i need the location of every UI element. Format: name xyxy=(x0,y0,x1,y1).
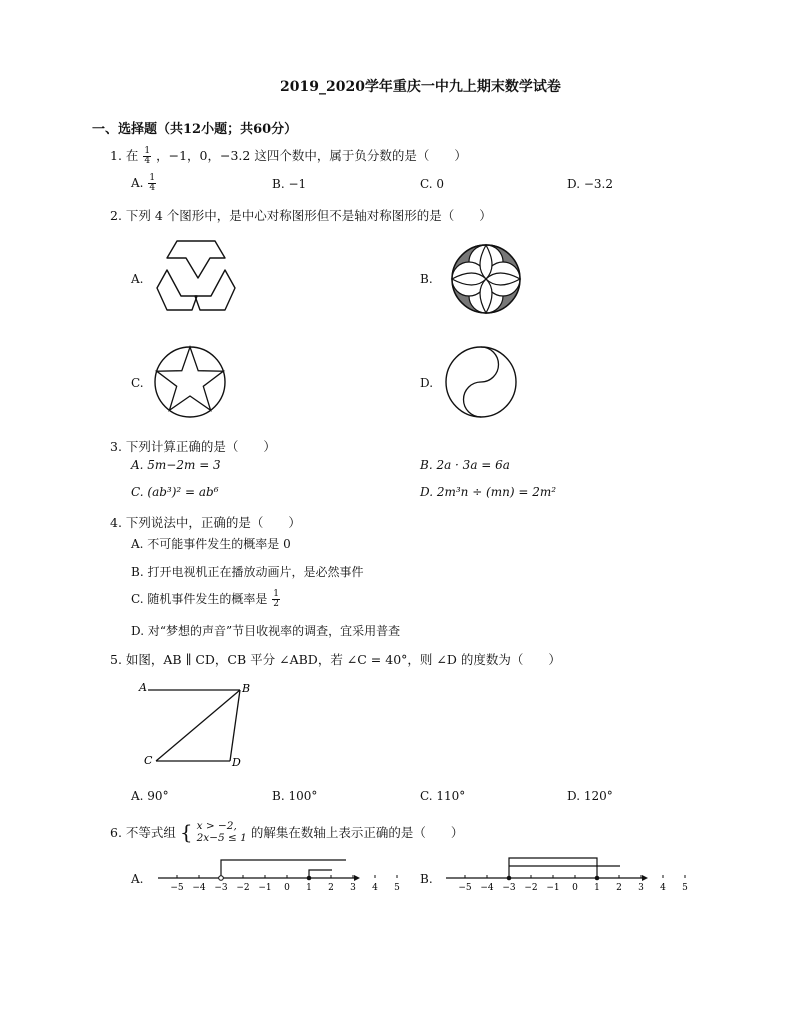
q1-fraction xyxy=(143,147,151,166)
q6-number-line-b xyxy=(444,852,688,894)
q4-option-d: D. 对“梦想的声音”节目收视率的调查，宜采用普查 xyxy=(131,624,401,638)
point-c-label: C xyxy=(144,754,153,767)
q3-option-c: C. (ab³)² = ab⁶ xyxy=(131,485,219,499)
q6-prefix: 6. 不等式组 xyxy=(110,825,176,840)
tick-label: 1 xyxy=(594,883,600,893)
q5-option-b: B. 100° xyxy=(272,789,318,803)
q4-option-b: B. 打开电视机正在播放动画片，是必然事件 xyxy=(131,565,364,579)
tick-label: 3 xyxy=(350,883,356,893)
q1-prefix: 1. 在 xyxy=(110,148,139,163)
q2-label-b: B. xyxy=(420,272,433,286)
q3-option-a: A. 5m−2m = 3 xyxy=(131,458,221,472)
tick-label: 2 xyxy=(328,883,334,893)
tick-label: −5 xyxy=(458,883,472,893)
q3-option-b: B. 2a · 3a = 6a xyxy=(420,458,510,472)
question-3: 3. 下列计算正确的是（ ） xyxy=(110,439,276,454)
q1-option-a-den: 4 xyxy=(149,183,156,193)
q3-option-d: D. 2m³n ÷ (mn) = 2m² xyxy=(420,485,557,499)
tick-label: −3 xyxy=(502,883,516,893)
q5-option-c: C. 110° xyxy=(420,789,466,803)
point-d-label: D xyxy=(232,756,241,769)
q2-label-d: D. xyxy=(420,376,434,390)
figure-a-three-polygons xyxy=(150,236,242,316)
question-2: 2. 下列 4 个图形中，是中心对称图形但不是轴对称图形的是（ ） xyxy=(110,208,492,223)
q6-suffix: 的解集在数轴上表示正确的是（ ） xyxy=(250,825,464,840)
q5-option-d: D. 120° xyxy=(567,789,613,803)
page-title: 2019_2020学年重庆一中九上期末数学试卷 xyxy=(280,79,561,95)
point-a-label: A xyxy=(139,681,147,694)
section-heading: 一、选择题（共12小题；共60分） xyxy=(92,122,298,137)
q4-option-c-den: 2 xyxy=(273,599,279,609)
q2-label-a: A. xyxy=(131,272,144,286)
q1-option-a-num: 1 xyxy=(149,173,156,183)
q6-label-b: B. xyxy=(420,872,433,886)
question-5: 5. 如图，AB ∥ CD，CB 平分 ∠ABD，若 ∠C = 40°，则 ∠D 的度数为（ ） xyxy=(110,652,561,667)
q6-label-a: A. xyxy=(131,872,144,886)
tick-label: −4 xyxy=(480,883,494,893)
q5-geometry-figure xyxy=(134,678,254,772)
q6-inequality-2: 2x−5 ≤ 1 xyxy=(196,832,247,844)
q6-number-line-a xyxy=(156,852,400,894)
q5-option-a: A. 90° xyxy=(131,789,169,803)
point-b-label: B xyxy=(242,682,251,695)
tick-label: 3 xyxy=(638,883,644,893)
tick-label: −1 xyxy=(258,883,272,893)
tick-label: 0 xyxy=(572,883,578,893)
question-6 xyxy=(110,820,463,844)
tick-label: −2 xyxy=(524,883,538,893)
q4-option-c-text: C. 随机事件发生的概率是 xyxy=(131,592,268,606)
q1-option-c: C. 0 xyxy=(420,177,445,191)
q4-option-c-num: 1 xyxy=(273,589,279,599)
tick-label: −3 xyxy=(214,883,228,893)
q1-frac-den: 4 xyxy=(144,156,151,166)
q1-option-a xyxy=(131,174,157,193)
q4-option-a: A. 不可能事件发生的概率是 0 xyxy=(131,537,291,551)
tick-label: 4 xyxy=(372,883,378,893)
tick-label: 0 xyxy=(284,883,290,893)
tick-label: 4 xyxy=(660,883,666,893)
tick-label: −5 xyxy=(170,883,184,893)
q4-option-c xyxy=(131,590,281,609)
tick-label: 5 xyxy=(394,883,400,893)
q1-option-b: B. −1 xyxy=(272,177,307,191)
q6-brace: { xyxy=(179,820,193,844)
figure-d-s-curve-circle xyxy=(443,344,519,420)
tick-label: 1 xyxy=(306,883,312,893)
tick-label: 5 xyxy=(682,883,688,893)
tick-label: 2 xyxy=(616,883,622,893)
q1-option-a-label: A. xyxy=(131,176,144,190)
figure-b-four-petal-circle xyxy=(450,243,522,315)
q1-rest: ，−1，0，−3.2 这四个数中，属于负分数的是（ ） xyxy=(156,148,467,163)
q2-label-c: C. xyxy=(131,376,144,390)
tick-label: −4 xyxy=(192,883,206,893)
q6-inequality-1: x > −2, xyxy=(196,820,237,832)
tick-label: −1 xyxy=(546,883,560,893)
question-1 xyxy=(110,146,467,166)
figure-c-star-in-circle xyxy=(152,344,228,420)
q1-option-d: D. −3.2 xyxy=(567,177,613,191)
question-4: 4. 下列说法中，正确的是（ ） xyxy=(110,515,301,530)
q1-frac-num: 1 xyxy=(144,146,151,156)
tick-label: −2 xyxy=(236,883,250,893)
